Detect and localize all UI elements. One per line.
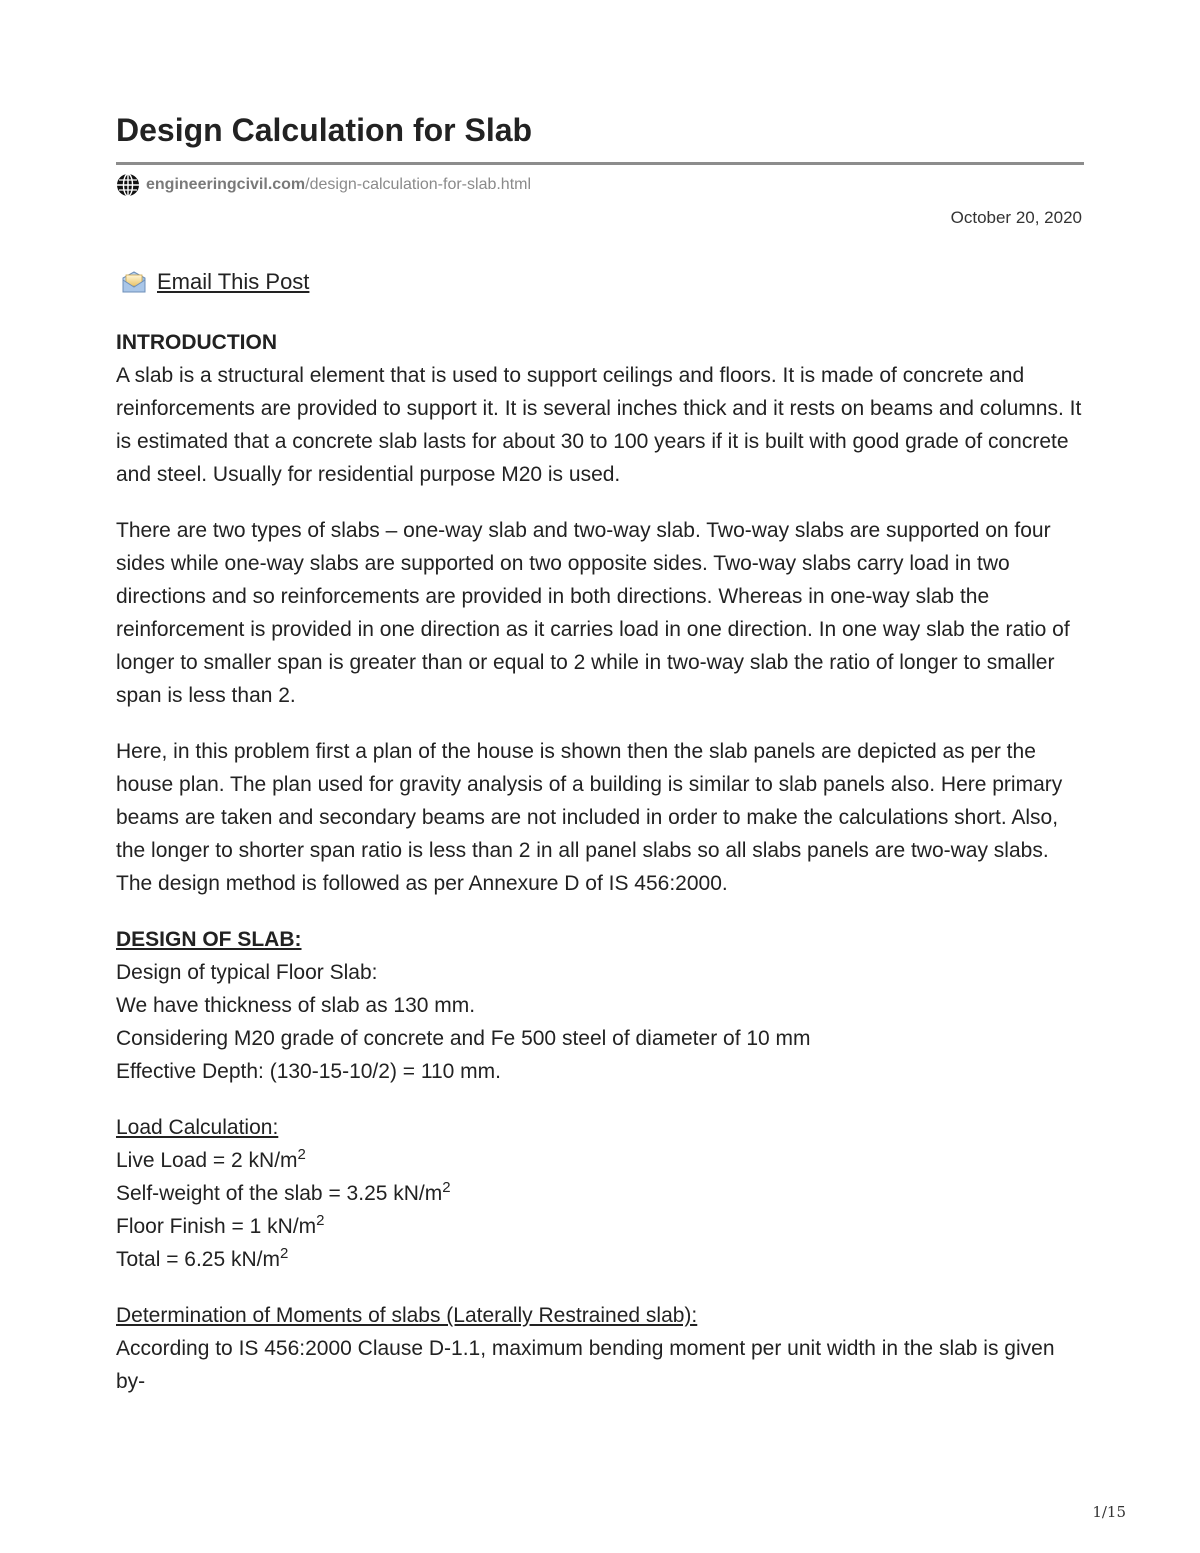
intro-section xyxy=(116,326,1084,491)
intro-paragraph-2: There are two types of slabs – one-way slab and two-way slab. Two-way slabs are supported on four sides while one-way slabs are supported on two opposite sides. Two-way slabs carry load in two directions and so reinforcements are provided in both directions. Whereas in one-way slab the reinforcement is provided in one direction as it carries load in one direction. In one way slab the ratio of longer to smaller span is greater than or equal to 2 while in two-way slab the ratio of longer to smaller span is less than 2. xyxy=(116,519,1070,707)
design-line: Effective Depth: (130-15-10/2) = 110 mm. xyxy=(116,1060,502,1083)
article-body xyxy=(116,326,1084,1421)
globe-icon xyxy=(116,173,140,197)
design-section xyxy=(116,923,1084,1088)
moments-section xyxy=(116,1299,1084,1398)
design-line: Considering M20 grade of concrete and Fe 500 steel of diameter of 10 mm xyxy=(116,1027,811,1050)
load-heading: Load Calculation: xyxy=(116,1116,279,1139)
page-title: Design Calculation for Slab xyxy=(116,112,533,148)
design-heading: DESIGN OF SLAB: xyxy=(116,928,302,951)
email-post-link[interactable] xyxy=(120,268,309,296)
post-date: October 20, 2020 xyxy=(950,208,1082,227)
email-icon xyxy=(120,268,148,296)
moments-text: According to IS 456:2000 Clause D-1.1, maximum bending moment per unit width in the slab is given by- xyxy=(116,1337,1055,1393)
load-section xyxy=(116,1111,1084,1276)
email-post-label[interactable]: Email This Post xyxy=(157,269,310,294)
intro-paragraph-1: A slab is a structural element that is used to support ceilings and floors. It is made of concrete and reinforcements are provided to support it. It is several inches thick and it rests on beams and columns. It is estimated that a concrete slab lasts for about 30 to 100 years if it is built with good grade of concrete and steel. Usually for residential purpose M20 is used. xyxy=(116,364,1082,486)
design-line: We have thickness of slab as 130 mm. xyxy=(116,994,476,1017)
page-number: 1/15 xyxy=(1092,1503,1126,1521)
source-url[interactable] xyxy=(116,172,531,198)
source-path[interactable]: /design-calculation-for-slab.html xyxy=(305,176,532,193)
load-item: Total = 6.25 $kN/m^2$ xyxy=(116,1245,289,1271)
load-item: Floor Finish = 1 $kN/m^2$ xyxy=(116,1212,325,1238)
design-line: Design of typical Floor Slab: xyxy=(116,961,378,984)
intro-paragraph-3: Here, in this problem first a plan of the house is shown then the slab panels are depicted as per the house plan. The plan used for gravity analysis of a building is similar to slab panels also. Here primary beams are taken and secondary beams are not included in order to make the calculations short. Also, the longer to shorter span ratio is less than 2 in all panel slabs so all slabs panels are two-way slabs. The design method is followed as per Annexure D of IS 456:2000. xyxy=(116,740,1063,895)
intro-heading: INTRODUCTION xyxy=(116,331,277,354)
load-item: Self-weight of the slab = 3.25 $kN/m^2$ xyxy=(116,1179,451,1205)
moments-heading: Determination of Moments of slabs (Laterally Restrained slab): xyxy=(116,1304,698,1327)
title-divider xyxy=(116,162,1084,165)
source-domain[interactable]: engineeringcivil.com xyxy=(146,176,306,193)
load-item: Live Load = 2 $kN/m^2$ xyxy=(116,1146,306,1172)
